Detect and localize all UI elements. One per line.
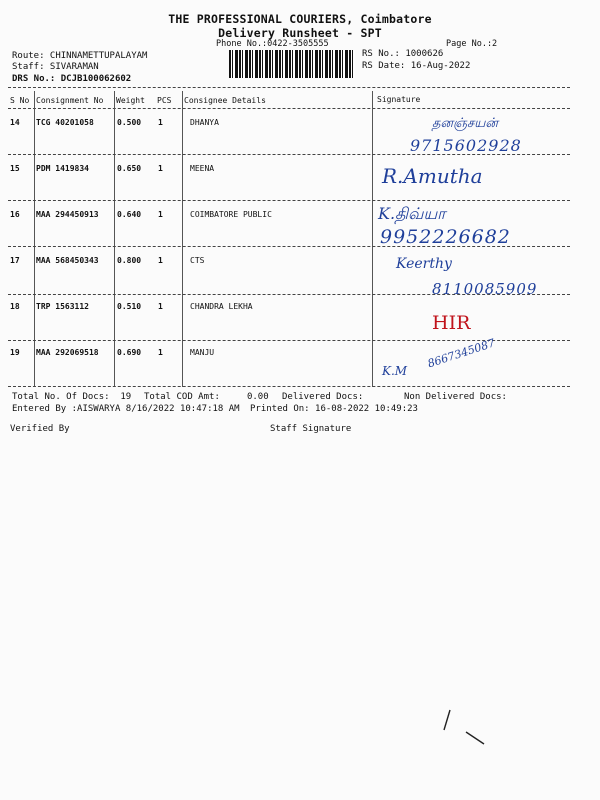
col-signature: Signature xyxy=(377,95,421,104)
row-weight: 0.690 xyxy=(117,348,142,357)
signature: தனஞ்சயன் xyxy=(432,116,498,131)
staff: Staff: SIVARAMAN xyxy=(12,62,99,72)
row-sno: 17 xyxy=(10,256,20,265)
row-pcs: 1 xyxy=(158,210,163,219)
non-delivered-docs: Non Delivered Docs: xyxy=(404,392,507,402)
barcode xyxy=(229,50,355,78)
row-consignee: MEENA xyxy=(190,164,215,173)
staff-signature: Staff Signature xyxy=(270,424,352,434)
col-weight: Weight xyxy=(116,96,145,105)
pen-marks xyxy=(430,700,500,750)
entered-by: Entered By :AISWARYA 8/16/2022 10:47:18 AM xyxy=(12,404,240,414)
signature: Keerthy xyxy=(396,256,452,272)
row-sno: 14 xyxy=(10,118,20,127)
row-consignment: MAA 568450343 xyxy=(36,256,99,265)
signature-phone: 9715602928 xyxy=(410,136,522,155)
row-consignment: MAA 294450913 xyxy=(36,210,99,219)
row-consignee: CHANDRA LEKHA xyxy=(190,302,253,311)
row-sno: 15 xyxy=(10,164,20,173)
row-consignee: MANJU xyxy=(190,348,215,357)
verified-by: Verified By xyxy=(10,424,70,434)
row-sno: 16 xyxy=(10,210,20,219)
row-pcs: 1 xyxy=(158,348,163,357)
sheet-title: Delivery Runsheet - SPT xyxy=(218,26,382,40)
delivered-docs: Delivered Docs: xyxy=(282,392,364,402)
row-weight: 0.510 xyxy=(117,302,142,311)
row-sno: 18 xyxy=(10,302,20,311)
row-weight: 0.650 xyxy=(117,164,142,173)
row-consignee: COIMBATORE PUBLIC xyxy=(190,210,272,219)
row-consignee: DHANYA xyxy=(190,118,219,127)
header-rule xyxy=(8,108,570,109)
page-number: Page No.:2 xyxy=(446,39,498,49)
table-bottom-rule xyxy=(8,386,570,387)
col-divider xyxy=(372,91,373,387)
row-weight: 0.800 xyxy=(117,256,142,265)
col-consignee: Consignee Details xyxy=(184,96,266,105)
row-rule xyxy=(8,154,570,155)
col-consignment: Consignment No xyxy=(36,96,104,105)
total-docs: Total No. Of Docs: 19 xyxy=(12,392,132,402)
row-consignment: PDM 1419834 xyxy=(36,164,89,173)
row-pcs: 1 xyxy=(158,164,163,173)
table-top-rule xyxy=(8,87,570,88)
rs-number: RS No.: 1000626 xyxy=(362,49,444,59)
signature-phone: 8667345087 xyxy=(426,336,497,371)
drs-number: DRS No.: DCJB100062602 xyxy=(12,74,132,84)
row-pcs: 1 xyxy=(158,302,163,311)
route: Route: CHINNAMETTUPALAYAM xyxy=(12,51,148,61)
signature-phone: 9952226682 xyxy=(380,226,511,248)
col-pcs: PCS xyxy=(157,96,172,105)
row-sno: 19 xyxy=(10,348,20,357)
row-pcs: 1 xyxy=(158,118,163,127)
rs-date: RS Date: 16-Aug-2022 xyxy=(362,61,471,71)
col-divider xyxy=(114,91,115,387)
signature: K.திவ்யா xyxy=(378,204,446,223)
row-pcs: 1 xyxy=(158,256,163,265)
row-rule xyxy=(8,246,570,247)
row-rule xyxy=(8,200,570,201)
row-consignment: MAA 292069518 xyxy=(36,348,99,357)
company-name: THE PROFESSIONAL COURIERS, Coimbatore xyxy=(168,12,432,26)
row-rule xyxy=(8,294,570,295)
col-divider xyxy=(182,91,183,387)
phone-number: Phone No.:0422-3505555 xyxy=(216,39,329,49)
signature-phone: 8110085909 xyxy=(432,280,538,298)
row-weight: 0.640 xyxy=(117,210,142,219)
signature: K.M xyxy=(382,364,408,378)
total-cod: Total COD Amt: 0.00 xyxy=(144,392,269,402)
col-divider xyxy=(34,91,35,387)
row-consignment: TRP 1563112 xyxy=(36,302,89,311)
row-consignee: CTS xyxy=(190,256,205,265)
row-consignment: TCG 40201058 xyxy=(36,118,94,127)
signature: R.Amutha xyxy=(382,164,483,188)
printed-on: Printed On: 16-08-2022 10:49:23 xyxy=(250,404,418,414)
row-weight: 0.500 xyxy=(117,118,142,127)
signature: HIR xyxy=(432,312,471,334)
col-sno: S No xyxy=(10,96,30,105)
